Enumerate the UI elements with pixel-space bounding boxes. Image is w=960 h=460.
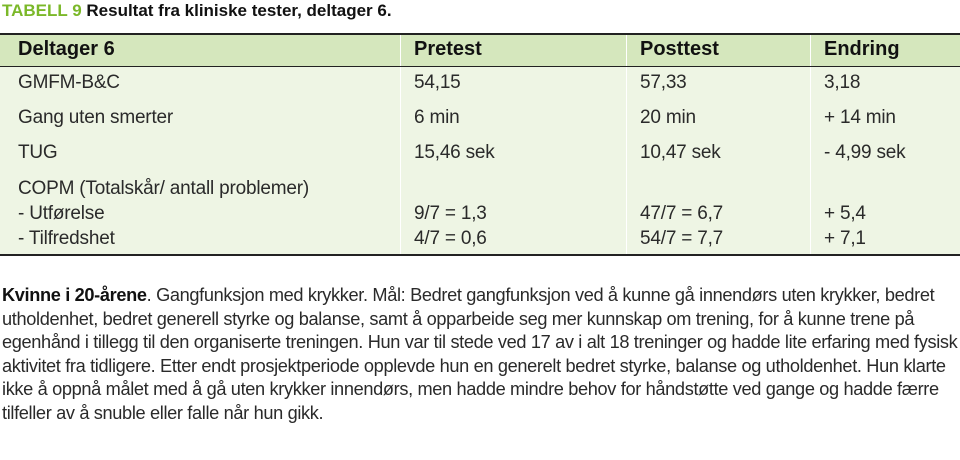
column-divider — [400, 67, 401, 254]
case-description — [2, 284, 958, 426]
column-divider — [810, 35, 811, 66]
table-cell-change: + 5,4 — [824, 203, 866, 224]
table-cell-posttest: 47/7 = 6,7 — [640, 203, 724, 224]
table-cell-measure: GMFM-B&C — [18, 72, 120, 93]
header-participant: Deltager 6 — [18, 38, 115, 60]
table-caption — [2, 0, 392, 22]
table-cell-measure: - Utførelse — [18, 203, 105, 224]
table-cell-posttest: 20 min — [640, 107, 696, 128]
table-title: Resultat fra kliniske tester, deltager 6. — [86, 1, 392, 20]
table-cell-posttest: 54/7 = 7,7 — [640, 228, 724, 249]
column-divider — [626, 35, 627, 66]
results-table — [0, 33, 960, 256]
table-cell-pretest: 15,46 sek — [414, 142, 495, 163]
table-cell-change: + 7,1 — [824, 228, 866, 249]
column-divider — [810, 67, 811, 254]
header-pretest: Pretest — [414, 38, 482, 60]
column-divider — [400, 35, 401, 66]
table-cell-change: - 4,99 sek — [824, 142, 906, 163]
case-lead: Kvinne i 20-årene — [2, 285, 147, 305]
table-cell-pretest: 9/7 = 1,3 — [414, 203, 487, 224]
table-cell-measure: - Tilfredshet — [18, 228, 115, 249]
header-change: Endring — [824, 38, 900, 60]
table-cell-change: 3,18 — [824, 72, 861, 93]
table-cell-posttest: 57,33 — [640, 72, 687, 93]
table-cell-measure: TUG — [18, 142, 58, 163]
table-cell-measure: Gang uten smerter — [18, 107, 174, 128]
table-cell-pretest: 54,15 — [414, 72, 461, 93]
table-tag: TABELL 9 — [2, 1, 82, 20]
table-cell-change: + 14 min — [824, 107, 896, 128]
case-body: . Gangfunksjon med krykker. Mål: Bedret gangfunksjon ved å kunne gå innendørs uten krykker, bedret utholdenhet, bedret generell styrke og balanse, samt å opparbeide seg mer kunnskap om trening, for å kunne trene på egenhånd i tillegg til den organiserte treningen. Hun var til stede ved 17 av i alt 18 treninger og hadde lite erfaring med fysisk aktivitet fra tidligere. Etter endt prosjektperiode opplevde hun en generelt bedret styrke, balanse og utholdenhet. Hun klarte ikke å oppnå målet med å gå uten krykker innendørs, men hadde mindre behov for håndstøtte ved gange og hadde færre tilfeller av å snuble eller falle når hun gikk. — [2, 285, 958, 423]
table-header-row — [0, 33, 960, 67]
column-divider — [626, 67, 627, 254]
table-body — [0, 67, 960, 256]
table-cell-posttest: 10,47 sek — [640, 142, 721, 163]
table-cell-pretest: 4/7 = 0,6 — [414, 228, 487, 249]
header-posttest: Posttest — [640, 38, 719, 60]
table-cell-pretest: 6 min — [414, 107, 460, 128]
table-cell-measure: COPM (Totalskår/ antall problemer) — [18, 178, 309, 199]
